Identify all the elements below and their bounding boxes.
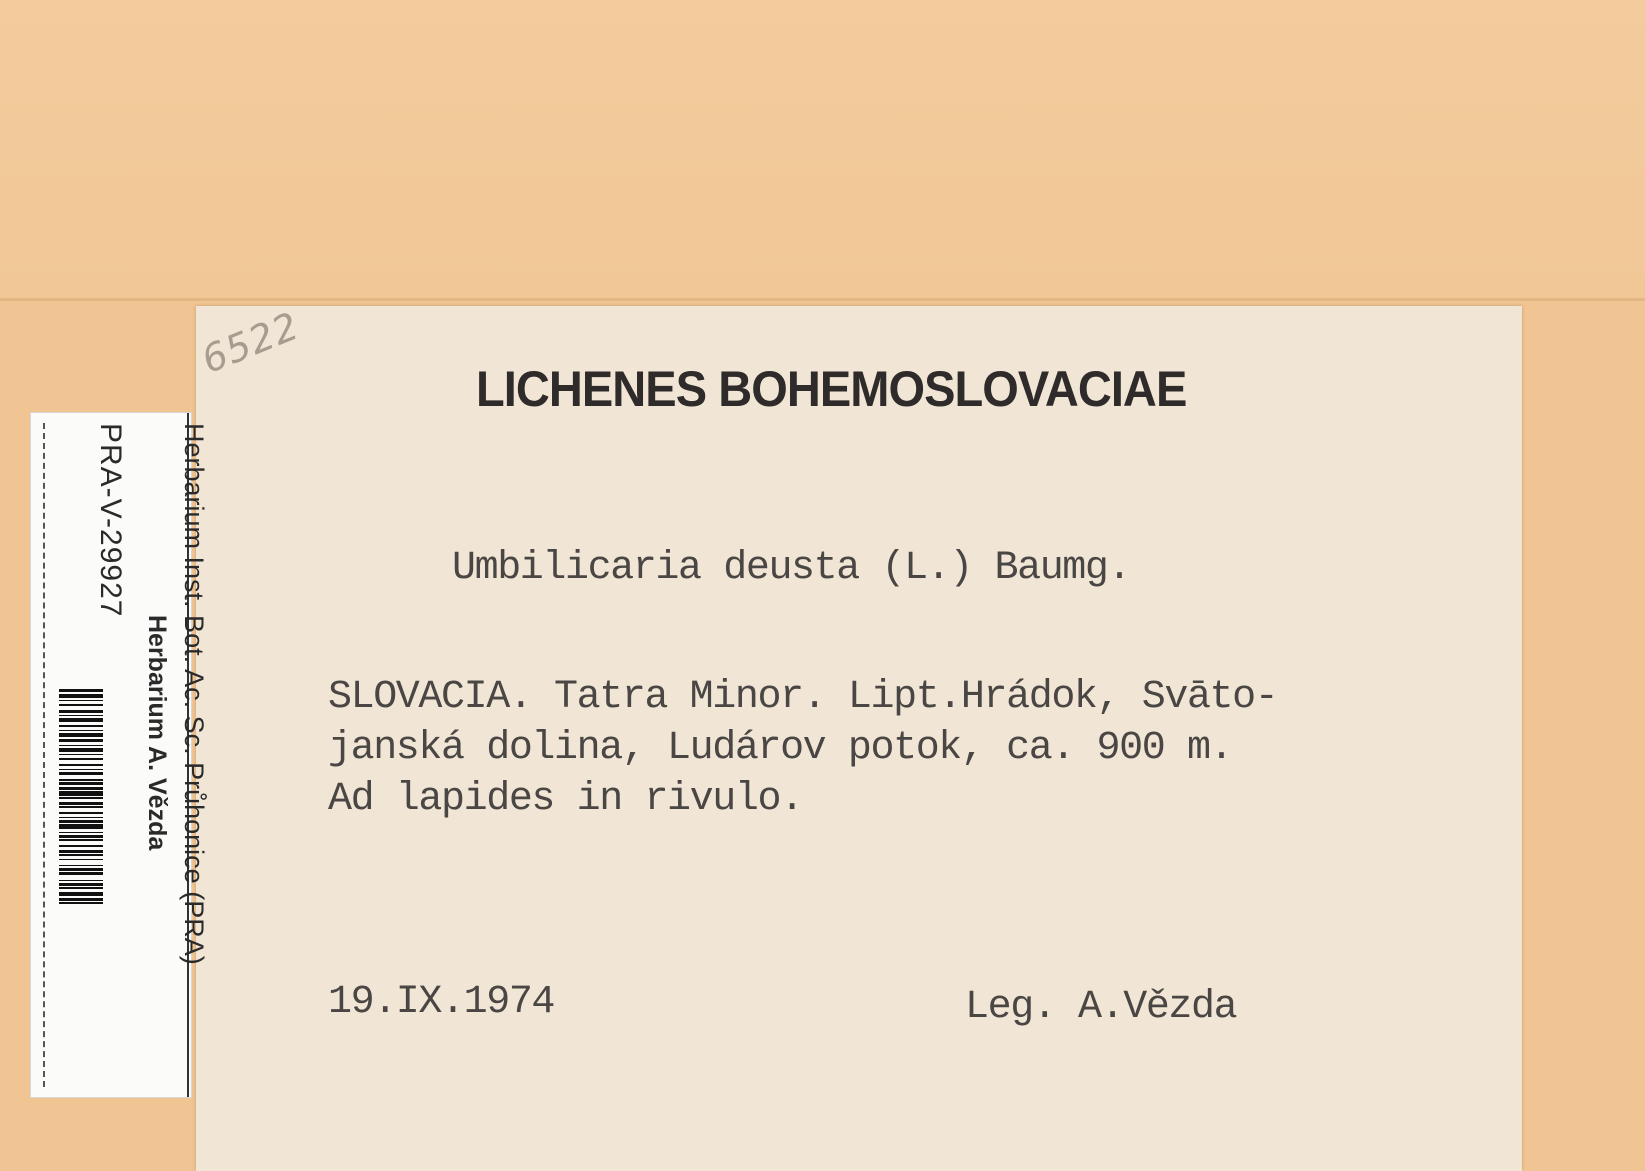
collector: Leg. A.Vězda xyxy=(965,985,1237,1030)
series-title: LICHENES BOHEMOSLOVACIAE xyxy=(476,361,1187,417)
cut-line xyxy=(43,423,45,1087)
barcode-icon xyxy=(59,689,103,1079)
barcode-label xyxy=(30,412,209,1098)
handwritten-number: 6522 xyxy=(195,303,306,382)
folder-paper-top xyxy=(0,0,1645,302)
barcode-stripe xyxy=(59,904,103,907)
locality-line-2: janská dolina, Ludárov potok, ca. 900 m. xyxy=(328,726,1233,771)
locality-line-1: SLOVACIA. Tatra Minor. Lipt.Hrádok, Svāto- xyxy=(328,675,1278,720)
institution-name: Herbarium Inst. Bot. Ac. Sc. Průhonice (PRA) xyxy=(179,423,209,965)
specimen-id: PRA-V-29927 xyxy=(94,423,127,618)
herbarium-name: Herbarium A. Vězda xyxy=(143,615,171,851)
locality-line-3: Ad lapides in rivulo. xyxy=(328,777,803,822)
taxon-name: Umbilicaria deusta (L.) Baumg. xyxy=(452,546,1131,591)
collection-date: 19.IX.1974 xyxy=(328,980,555,1025)
